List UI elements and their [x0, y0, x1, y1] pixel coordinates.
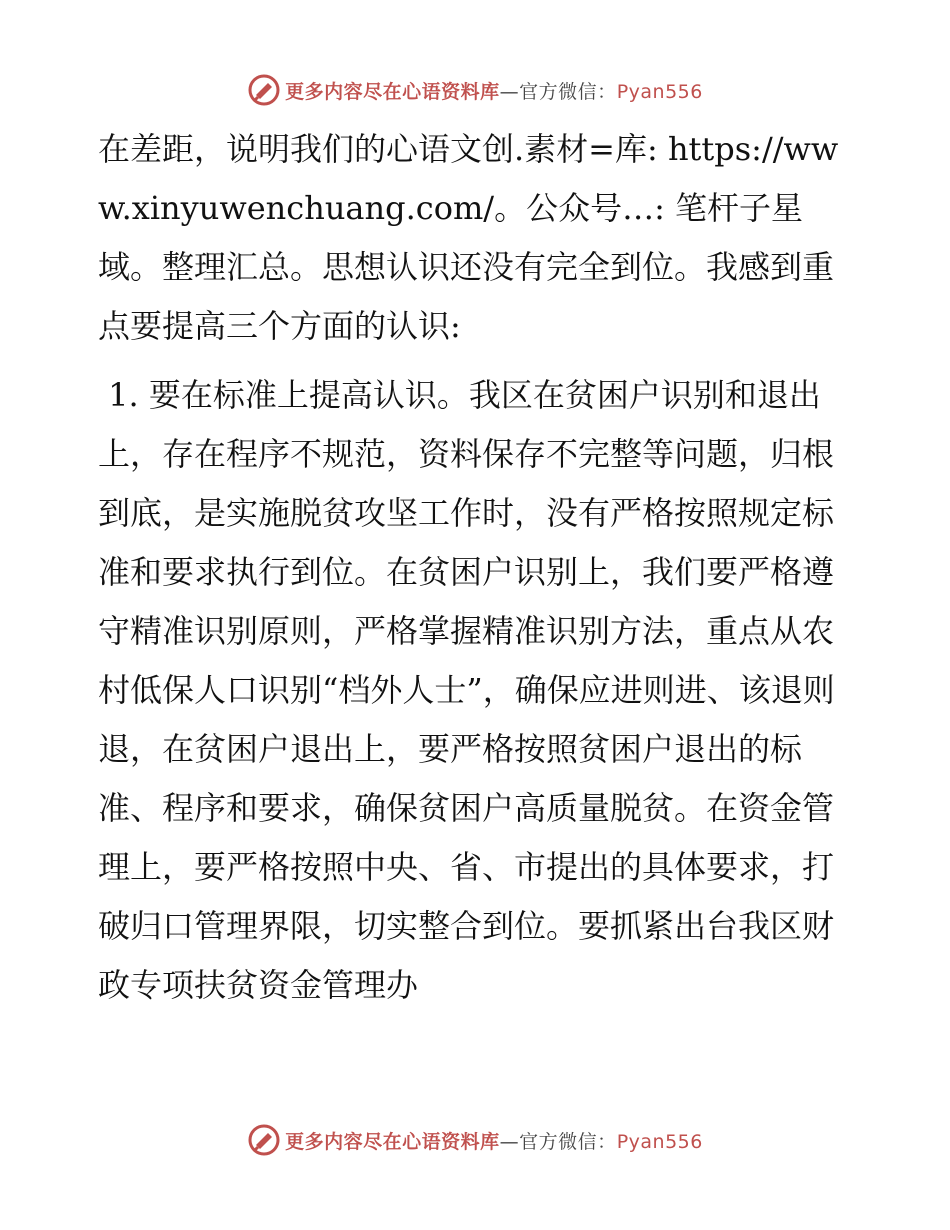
banner-wechat-id: Pyan556 [616, 80, 703, 103]
banner-dash: — [499, 80, 520, 103]
banner-label: 官方微信： [519, 1130, 617, 1153]
banner-label: 官方微信： [519, 80, 617, 103]
banner-wechat-id: Pyan556 [616, 1130, 703, 1153]
paragraph-point-1: 1. 要在标准上提高认识。我区在贫困户识别和退出上，存在程序不规范，资料保存不完整等问题，归根到底，是实施脱贫攻坚工作时，没有严格按照规定标准和要求执行到位。在贫困户识别上，我们要严格遵守精准识别原则，严格掌握精准识别方法，重点从农村低保人口识别“档外人士”，确保应进则进、该退则退，在贫困户退出上，要严格按照贫困户退出的标准、程序和要求，确保贫困户高质量脱贫。在资金管理上，要严格按照中央、省、市提出的具体要求，打破归口管理界限，切实整合到位。要抓紧出台我区财政专项扶贫资金管理办 [98, 376, 835, 1004]
header-banner [0, 70, 950, 110]
banner-title: 更多内容尽在心语资料库 [285, 1130, 500, 1153]
document-body [98, 120, 858, 1015]
paragraph-intro: 在差距，说明我们的心语文创.素材=库: https://www.xinyuwenchuang.com/。公众号…: 笔杆子星域。整理汇总。思想认识还没有完全到位。我感到重点要提高三个方面的认识: [98, 130, 839, 345]
logo-icon [247, 1123, 281, 1157]
footer-banner [0, 1120, 950, 1160]
banner-text [285, 1127, 703, 1154]
logo-icon [247, 73, 281, 107]
banner-dash: — [499, 1130, 520, 1153]
banner-title: 更多内容尽在心语资料库 [285, 80, 500, 103]
banner-text [285, 77, 703, 104]
